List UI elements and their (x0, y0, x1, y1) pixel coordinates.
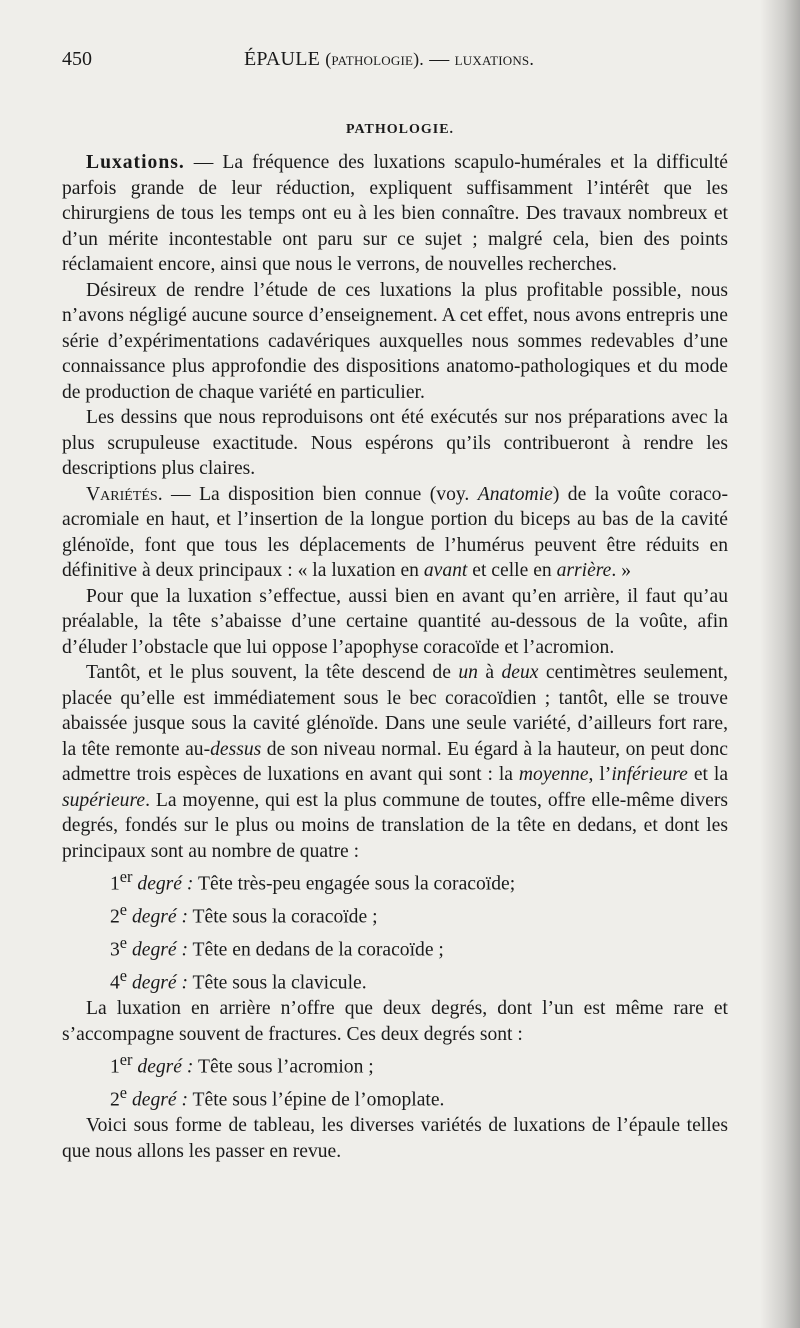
paragraph-text: — La fréquence des luxations scapulo-humérales et la difficulté parfois grande de leur réduction, expliquent suffisamment l’intérêt que les chirurgiens de tous les temps ont eu à les bien connaître. Des travaux nombreux et d’un mérite incontestable ont paru sur ce sujet ; malgré cela, bien des points réclamaient encore, ainsi que nous le verrons, de nouvelles recherches. (62, 152, 728, 275)
text-run: Tantôt, et le plus souvent, la tête descend de (86, 662, 459, 683)
text-run: ) de la voûte coraco-acromiale en haut, et l’insertion de la longue portion du biceps au bas de la cavité glénoïde, font que tous les déplacements de l’humérus peuvent être réduits en définitive à deux principaux : « la luxation en (62, 483, 728, 581)
degree-label: degré : (131, 972, 188, 994)
list-item-front-degree (62, 930, 728, 963)
running-title-main: ÉPAULE (244, 48, 321, 70)
text-run: , l’ (588, 764, 612, 785)
degree-label: degré : (137, 1056, 194, 1078)
paragraph-arriere: La luxation en arrière n’offre que deux degrés, dont l’un est même rare et s’accompagne souvent de fractures. Ces deux degrés sont : (62, 998, 728, 1045)
degree-number: 3 (110, 939, 120, 961)
paragraph-luxations (62, 150, 728, 278)
text-run: . » (611, 560, 631, 581)
running-title-paren: (pathologie). (325, 49, 425, 69)
italic-anatomie: Anatomie (477, 483, 553, 505)
degree-number: 2 (110, 1089, 120, 1111)
page-edge-shadow (760, 0, 800, 1328)
degree-ordinal: e (119, 1083, 128, 1103)
degree-number: 4 (110, 972, 120, 994)
text-run: centimètres seulement, placée qu’elle est immédiatement sous le bec coracoïdien ; tantôt, elle se trouve abaissée jusque sous la cavité glénoïde. Dans une seule variété, d’ailleurs fort rare, la tête remonte au- (62, 662, 728, 760)
degree-text: Tête sous l’épine de l’omoplate. (188, 1089, 445, 1111)
text-run: et celle en (467, 560, 557, 581)
list-item-front-degree (62, 897, 728, 930)
paragraph-desireux: Désireux de rendre l’étude de ces luxations la plus profitable possible, nous n’avons négligé aucune source d’enseignement. A cet effet, nous avons entrepris une série d’expérimentations cadavériques auxquelles nous sommes redevables d’une connaissance plus approfondie des dispositions anatomo-pathologiques et du mode de production de chaque variété en particulier. (62, 279, 728, 403)
paragraph-tantot (62, 660, 728, 864)
running-header (62, 48, 722, 74)
running-title (244, 48, 534, 71)
italic-dessus: dessus (210, 738, 262, 760)
degree-ordinal: e (119, 966, 128, 986)
paragraph-tableau: Voici sous forme de tableau, les diverses variétés de luxations de l’épaule telles que nous allons les passer en revue. (62, 1115, 728, 1162)
degree-number: 1 (110, 873, 120, 895)
degree-number: 1 (110, 1056, 120, 1078)
degree-text: Tête sous la clavicule. (188, 972, 367, 994)
degree-ordinal: e (119, 933, 128, 953)
paragraph-varietes (62, 482, 728, 584)
italic-inferieure: inférieure (611, 764, 688, 785)
list-item-front-degree (62, 864, 728, 897)
body-text (62, 150, 728, 1164)
text-run: de son niveau normal. Eu égard à la hauteur, on peut donc admettre trois espèces de luxations en avant qui sont : la (62, 738, 728, 785)
text-run: . La moyenne, qui est la plus commune de toutes, offre elle-même divers degrés, fondés sur le plus ou moins de translation de la tête en dedans, et dont les principaux sont au nombre de quatre : (62, 789, 728, 862)
degree-ordinal: er (119, 1050, 133, 1070)
degree-ordinal: er (119, 867, 133, 886)
italic-moyenne: moyenne (518, 764, 589, 785)
paragraph-luxation-effectue: Pour que la luxation s’effectue, aussi bien en avant qu’en arrière, il faut qu’au préalable, la tête s’abaisse d’une certaine quantité au-dessous de la voûte, afin d’éluder l’obstacle que lui oppose l’apophyse coracoïde et l’acromion. (62, 585, 728, 658)
italic-arriere: arrière (556, 560, 612, 581)
degree-label: degré : (137, 873, 194, 895)
running-title-section: luxations. (454, 49, 535, 69)
degree-label: degré : (131, 906, 188, 928)
degree-number: 2 (110, 906, 120, 928)
paragraph-head-varietes: Variétés. (86, 483, 163, 505)
italic-un: un (458, 662, 478, 683)
paragraph-dessins: Les dessins que nous reproduisons ont été exécutés sur nos préparations avec la plus scrupuleuse exactitude. Nous espérons qu’ils contribueront à rendre les descriptions plus claires. (62, 407, 728, 479)
running-title-dash: — (424, 48, 455, 70)
italic-avant: avant (423, 560, 468, 581)
list-item-front-degree (62, 963, 728, 996)
italic-superieure: supérieure (62, 789, 146, 811)
paragraph-head-luxations: Luxations. (86, 152, 185, 173)
text-run: à (477, 662, 502, 683)
degree-text: Tête sous l’acromion ; (193, 1056, 374, 1078)
degree-text: Tête sous la coracoïde ; (188, 906, 378, 928)
degree-text: Tête très-peu engagée sous la coracoïde; (193, 873, 516, 895)
text-run: et la (687, 764, 729, 785)
degree-text: Tête en dedans de la coracoïde ; (188, 939, 444, 961)
degree-label: degré : (131, 939, 188, 961)
list-item-back-degree (62, 1080, 728, 1113)
degree-ordinal: e (119, 900, 128, 920)
degree-label: degré : (131, 1089, 188, 1111)
section-heading: PATHOLOGIE. (345, 122, 455, 137)
page-number: 450 (62, 48, 92, 70)
text-run: — La disposition bien connue (voy. (162, 483, 478, 505)
list-item-back-degree (62, 1047, 728, 1080)
italic-deux: deux (501, 662, 539, 683)
